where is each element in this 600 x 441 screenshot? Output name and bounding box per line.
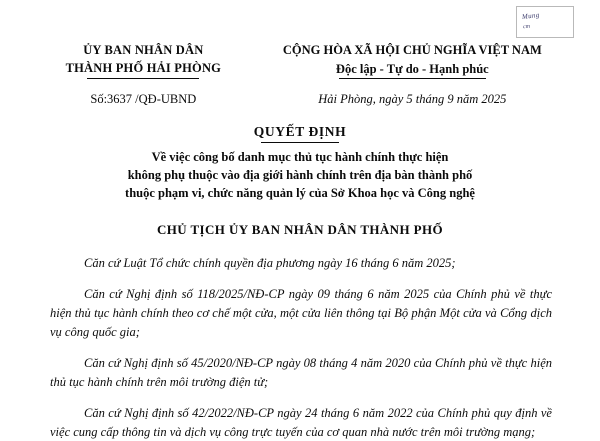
paragraph-text: Căn cứ Nghị định số 42/2022/NĐ-CP ngày 24 tháng 6 năm 2022 của Chính phủ quy định về việc cung cấp thông tin và dịch vụ công trực tuyến của cơ quan nhà nước trên môi trường mạng; <box>50 405 552 439</box>
document-number: Số:3637 /QĐ-UBND <box>90 91 197 106</box>
issuer-block <box>26 42 251 77</box>
national-motto: Độc lập - Tự do - Hạnh phúc <box>335 61 489 76</box>
number-date-row <box>26 92 574 107</box>
document-header <box>26 0 574 78</box>
document-body <box>26 254 574 441</box>
legal-basis-paragraph <box>50 404 552 441</box>
national-heading-block <box>251 42 574 78</box>
country-name: CỘNG HÒA XÃ HỘI CHỦ NGHĨA VIỆT NAM <box>282 43 542 57</box>
issuer-line-2: THÀNH PHỐ HẢI PHÒNG <box>65 60 222 75</box>
paragraph-text: Căn cứ Luật Tổ chức chính quyền địa phương ngày 16 tháng 6 năm 2025; <box>84 255 456 270</box>
place-and-date: Hải Phòng, ngày 5 tháng 9 năm 2025 <box>318 91 507 106</box>
signature-mark-line2: cm <box>522 23 531 31</box>
paragraph-text: Căn cứ Nghị định số 45/2020/NĐ-CP ngày 08 tháng 4 năm 2020 của Chính phủ về thực hiện thủ tục hành chính trên môi trường điện tử; <box>50 355 552 389</box>
paragraph-text: Căn cứ Nghị định số 118/2025/NĐ-CP ngày 09 tháng 6 năm 2025 của Chính phủ về thực hiện thủ tục hành chính theo cơ chế một cửa, một cửa liên thông tại Bộ phận Một cửa và Cổng dịch vụ công quốc gia; <box>50 287 552 339</box>
legal-basis-paragraph <box>50 285 552 341</box>
legal-basis-paragraph <box>50 354 552 392</box>
document-subtitle-line-1: Về việc công bố danh mục thủ tục hành chính thực hiện <box>151 149 449 164</box>
legal-basis-paragraph <box>50 254 552 273</box>
issuer-line-1: ỦY BAN NHÂN DÂN <box>83 43 204 57</box>
document-title: QUYẾT ĐỊNH <box>253 123 347 139</box>
signature-stamp <box>516 6 574 38</box>
document-subtitle-line-3: thuộc phạm vi, chức năng quản lý của Sở Khoa học và Công nghệ <box>125 185 475 200</box>
signature-mark-line1: Mung <box>521 10 540 22</box>
title-block <box>26 123 574 202</box>
issuing-authority: CHỦ TỊCH ỦY BAN NHÂN DÂN THÀNH PHỐ <box>156 221 444 237</box>
document-subtitle-line-2: không phụ thuộc vào địa giới hành chính trên địa bàn thành phố <box>127 167 473 182</box>
